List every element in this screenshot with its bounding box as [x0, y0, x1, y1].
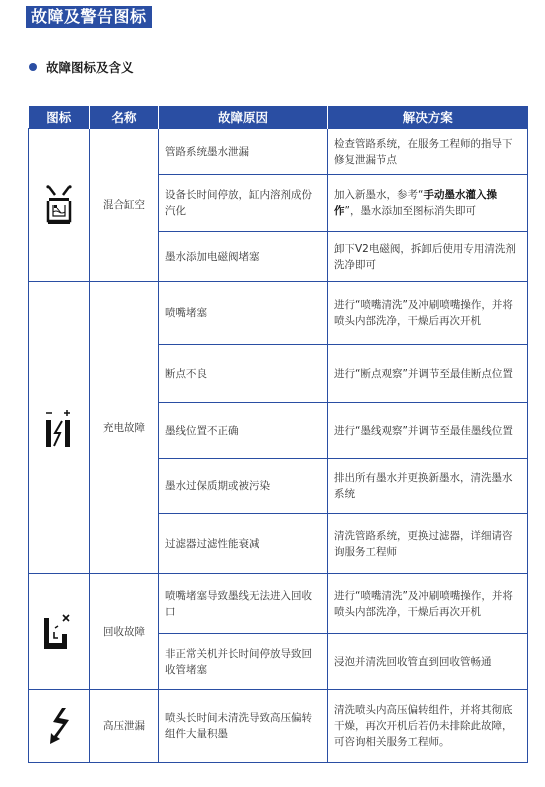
header-icon: 图标 — [29, 106, 90, 129]
recovery-fault-icon — [35, 612, 83, 652]
charge-fault-icon — [35, 407, 83, 449]
fault-cause: 管路系统墨水泄漏 — [159, 129, 328, 175]
fault-solution: 清洗喷头内高压偏转组件，并将其彻底干燥，再次开机后若仍未排除此故障，可咨询相关服务工程师。 — [328, 690, 528, 763]
fault-solution: 检查管路系统，在服务工程师的指导下修复泄漏节点 — [328, 129, 528, 175]
fault-name: 混合缸空 — [90, 129, 159, 282]
fault-solution: 加入新墨水，参考“手动墨水灌入操作”，墨水添加至图标消失即可 — [328, 175, 528, 232]
fault-cause: 断点不良 — [159, 345, 328, 403]
fault-cause: 喷嘴堵塞 — [159, 282, 328, 345]
fault-name: 回收故障 — [90, 574, 159, 690]
fault-solution: 卸下V2电磁阀，拆卸后使用专用清洗剂洗净即可 — [328, 232, 528, 282]
fault-cause: 喷头长时间未清洗导致高压偏转组件大量积墨 — [159, 690, 328, 763]
page-title: 故障及警告图标 — [26, 6, 152, 28]
fault-cause: 非正常关机并长时间停放导致回收管堵塞 — [159, 634, 328, 690]
fault-solution: 进行“喷嘴清洗”及冲刷喷嘴操作，并将喷头内部洗净，干燥后再次开机 — [328, 574, 528, 634]
table-row — [29, 574, 528, 634]
fault-name: 高压泄漏 — [90, 690, 159, 763]
header-solution: 解决方案 — [328, 106, 528, 129]
fault-name: 充电故障 — [90, 282, 159, 574]
fault-solution: 排出所有墨水并更换新墨水，清洗墨水系统 — [328, 459, 528, 514]
table-row — [29, 690, 528, 763]
fault-cause: 过滤器过滤性能衰减 — [159, 514, 328, 574]
fault-table — [28, 106, 528, 763]
fault-solution: 进行“墨线观察”并调节至最佳墨线位置 — [328, 403, 528, 459]
header-cause: 故障原因 — [159, 106, 328, 129]
ink-tank-overflow-icon — [35, 185, 83, 225]
bullet-dot — [29, 63, 37, 71]
table-header-row — [29, 106, 528, 129]
fault-cause: 设备长时间停放，缸内溶剂成份汽化 — [159, 175, 328, 232]
table-row — [29, 282, 528, 345]
header-name: 名称 — [90, 106, 159, 129]
table-row — [29, 129, 528, 175]
high-voltage-icon — [35, 706, 83, 746]
fault-cause: 墨水添加电磁阀堵塞 — [159, 232, 328, 282]
fault-solution: 浸泡并清洗回收管直到回收管畅通 — [328, 634, 528, 690]
fault-solution: 清洗管路系统，更换过滤器，详细请咨询服务工程师 — [328, 514, 528, 574]
fault-cause: 喷嘴堵塞导致墨线无法进入回收口 — [159, 574, 328, 634]
section-heading — [29, 58, 134, 76]
section-heading-label: 故障图标及含义 — [46, 60, 134, 75]
fault-cause: 墨水过保质期或被污染 — [159, 459, 328, 514]
fault-solution: 进行“喷嘴清洗”及冲刷喷嘴操作，并将喷头内部洗净，干燥后再次开机 — [328, 282, 528, 345]
fault-solution: 进行“断点观察”并调节至最佳断点位置 — [328, 345, 528, 403]
fault-cause: 墨线位置不正确 — [159, 403, 328, 459]
